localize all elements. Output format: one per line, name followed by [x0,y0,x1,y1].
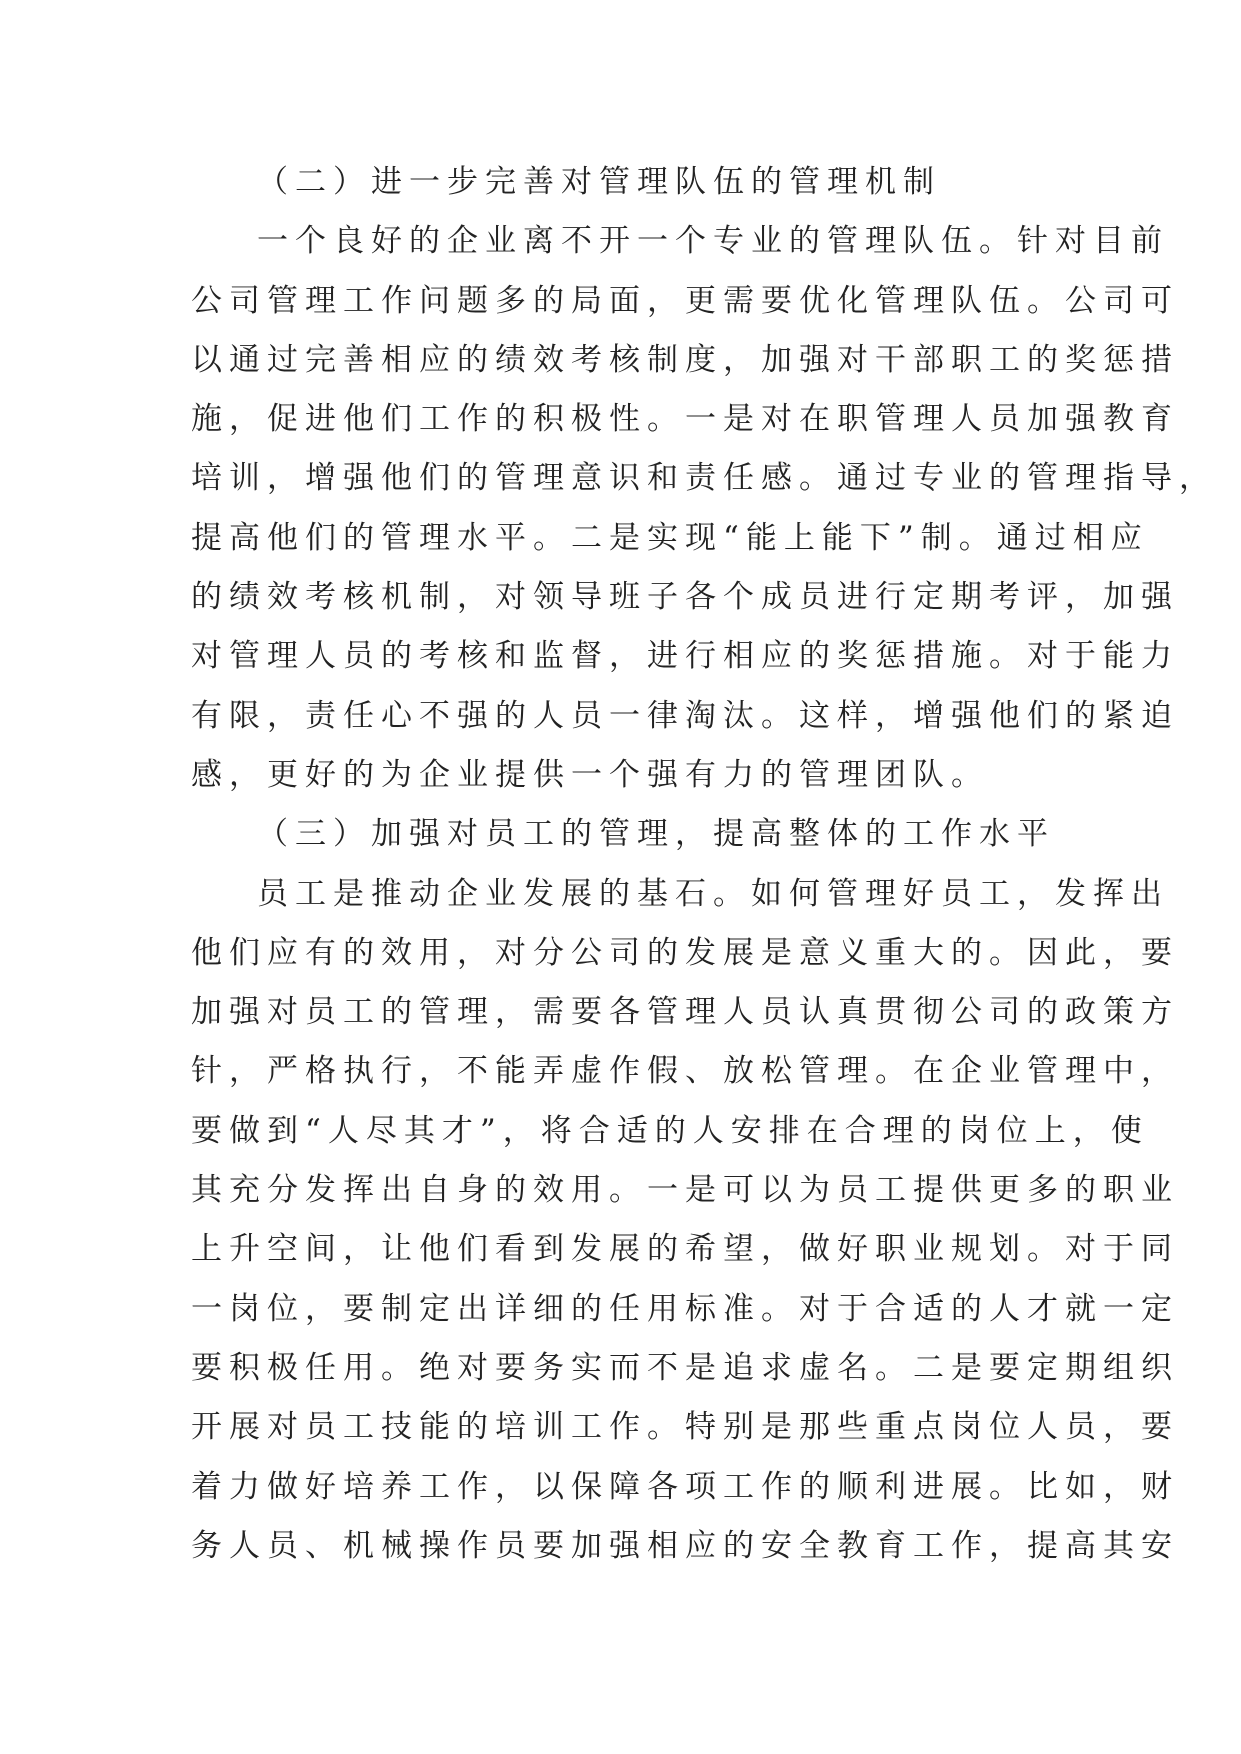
paragraph-line: 要积极任用。绝对要务实而不是追求虚名。二是要定期组织 [191,1349,1179,1386]
paragraph-line: 其充分发挥出自身的效用。一是可以为员工提供更多的职业 [191,1172,1179,1209]
paragraph-line: 一岗位，要制定出详细的任用标准。对于合适的人才就一定 [191,1290,1179,1327]
paragraph-line: 有限，责任心不强的人员一律淘汰。这样，增强他们的紧迫 [191,697,1179,734]
paragraph-line: 培训，增强他们的管理意识和责任感。通过专业的管理指导， [191,460,1217,497]
document-body [191,153,1217,1576]
paragraph-line: 要做到“人尽其才”，将合适的人安排在合理的岗位上，使 [191,1112,1149,1149]
paragraph-line: 对管理人员的考核和监督，进行相应的奖惩措施。对于能力 [191,638,1179,675]
paragraph-line: 加强对员工的管理，需要各管理人员认真贯彻公司的政策方 [191,994,1179,1031]
paragraph-line: 一个良好的企业离不开一个专业的管理队伍。针对目前 [257,223,1169,260]
paragraph-line: 的绩效考核机制，对领导班子各个成员进行定期考评，加强 [191,579,1179,616]
paragraph-line: 提高他们的管理水平。二是实现“能上能下”制。通过相应 [191,519,1149,556]
paragraph-line: 员工是推动企业发展的基石。如何管理好员工，发挥出 [257,875,1169,912]
paragraph-line: 公司管理工作问题多的局面，更需要优化管理队伍。公司可 [191,282,1179,319]
paragraph-line: 以通过完善相应的绩效考核制度，加强对干部职工的奖惩措 [191,341,1179,378]
paragraph-line: 开展对员工技能的培训工作。特别是那些重点岗位人员，要 [191,1409,1179,1446]
paragraph-line: 上升空间，让他们看到发展的希望，做好职业规划。对于同 [191,1231,1179,1268]
paragraph-line: 着力做好培养工作，以保障各项工作的顺利进展。比如，财 [191,1468,1179,1505]
paragraph-line: 施，促进他们工作的积极性。一是对在职管理人员加强教育 [191,401,1179,438]
paragraph-line: 他们应有的效用，对分公司的发展是意义重大的。因此，要 [191,934,1179,971]
paragraph-line: 感，更好的为企业提供一个强有力的管理团队。 [191,756,989,793]
paragraph-line: 务人员、机械操作员要加强相应的安全教育工作，提高其安 [191,1527,1179,1564]
section-heading: （二）进一步完善对管理队伍的管理机制 [257,164,941,200]
paragraph-line: 针，严格执行，不能弄虚作假、放松管理。在企业管理中， [191,1053,1179,1090]
section-heading: （三）加强对员工的管理，提高整体的工作水平 [257,816,1055,853]
